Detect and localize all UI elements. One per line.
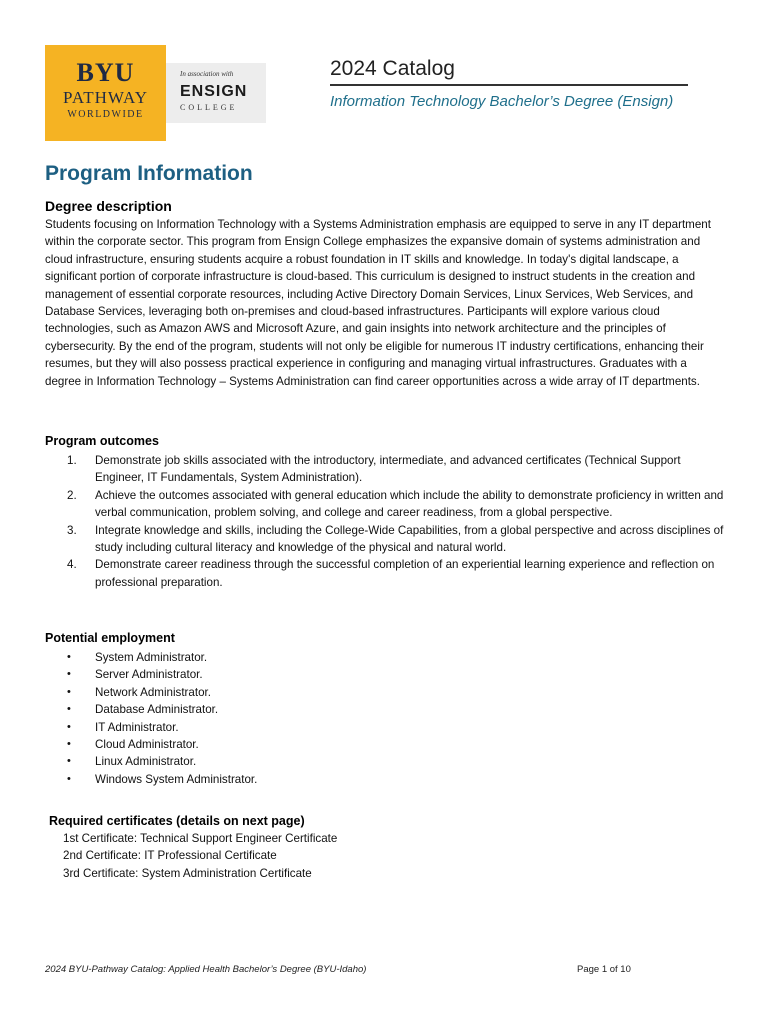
outcome-number: 3. <box>67 523 77 537</box>
outcome-text: Integrate knowledge and skills, including the College-Wide Capabilities, from a global perspective and across disciplines of study including cultural literacy and knowledge of the physical and natural world. <box>95 523 724 555</box>
outcome-text: Demonstrate job skills associated with the introductory, intermediate, and advanced certificates (Technical Support Engineer, IT Fundamentals, System Administration). <box>95 454 681 485</box>
logo-association-text: In association with <box>180 70 234 78</box>
required-certificates-heading: Required certificates (details on next page) <box>49 814 305 828</box>
employment-item <box>45 649 725 666</box>
header-divider <box>330 84 688 86</box>
byu-pathway-logo <box>45 45 166 141</box>
catalog-subtitle: Information Technology Bachelor’s Degree (Ensign) <box>330 93 674 110</box>
program-title: Program Information <box>45 162 253 185</box>
footer-page-number: Page 1 of 10 <box>577 964 631 975</box>
outcome-list <box>45 452 725 591</box>
employment-item <box>45 736 725 753</box>
outcome-text: Achieve the outcomes associated with general education which include the ability to demonstrate proficiency in written and verbal communication, problem solving, and college and career readiness, from a global perspective. <box>95 488 724 520</box>
bullet-icon: • <box>67 703 71 716</box>
bullet-icon: • <box>67 720 71 733</box>
employment-item <box>45 719 725 736</box>
employment-text: Database Administrator. <box>95 703 219 717</box>
outcome-number: 2. <box>67 488 77 502</box>
bullet-icon: • <box>67 685 71 698</box>
outcome-item <box>45 556 725 591</box>
bullet-icon: • <box>67 738 71 751</box>
catalog-title: 2024 Catalog <box>330 57 455 80</box>
outcome-number: 4. <box>67 558 77 572</box>
program-outcomes-heading: Program outcomes <box>45 434 159 448</box>
required-certificates-section <box>49 812 729 882</box>
potential-employment-section <box>45 629 725 788</box>
logo-college-text: COLLEGE <box>180 103 238 112</box>
degree-description-text: Students focusing on Information Technology with a Systems Administration emphasis are equipped to serve in any IT department within the corporate sector. This program from Ensign College emphasizes the expansive domain of systems administration and cloud infrastructure, ensuring students acquire a robust foundation in IT skills and knowledge. In today's digital landscape, a significant portion of corporate infrastructure is cloud-based. This curriculum is designed to instruct students in the creation and management of essential corporate resources, including Active Directory Domain Services, Linux Services, Web Services, and Database Services, leveraging both on-premises and cloud-based infrastructures. Participants will explore various cloud technologies, such as Amazon AWS and Microsoft Azure, and gain insights into network architecture and the principles of cybersecurity. By the end of the program, students will not only be eligible for numerous IT industry certifications, enhancing their resumes, but they will also possess practical experience in configuring and managing virtual infrastructures. Graduates with a degree in Information Technology – Systems Administration can find career opportunities across a wide array of IT departments. <box>45 218 711 388</box>
logo-pathway-text: PATHWAY <box>62 88 149 107</box>
employment-item <box>45 701 725 718</box>
employment-item <box>45 771 725 788</box>
outcome-item <box>45 452 725 487</box>
degree-description-heading: Degree description <box>45 198 172 214</box>
bullet-icon: • <box>67 651 71 663</box>
outcome-number: 1. <box>67 454 77 467</box>
program-outcomes-section <box>45 432 725 591</box>
employment-item <box>45 684 725 701</box>
bullet-icon: • <box>67 668 71 681</box>
outcome-item <box>45 522 725 557</box>
employment-text: Linux Administrator. <box>95 755 197 769</box>
certificate-item: 1st Certificate: Technical Support Engineer Certificate <box>63 832 338 845</box>
footer-catalog-title: 2024 BYU-Pathway Catalog: Applied Health Bachelor’s Degree (BYU-Idaho) <box>45 964 367 975</box>
employment-text: System Administrator. <box>95 651 208 664</box>
employment-text: Network Administrator. <box>95 685 211 699</box>
employment-item <box>45 666 725 683</box>
employment-text: IT Administrator. <box>95 720 179 734</box>
potential-employment-heading: Potential employment <box>45 631 175 645</box>
logo-worldwide-text: WORLDWIDE <box>67 109 144 120</box>
logo-ensign-text: ENSIGN <box>180 83 248 100</box>
bullet-icon: • <box>67 755 71 768</box>
certificate-item: 2nd Certificate: IT Professional Certificate <box>63 849 277 863</box>
bullet-icon: • <box>67 772 71 785</box>
employment-item <box>45 753 725 770</box>
program-information-section <box>45 160 725 390</box>
employment-text: Windows System Administrator. <box>95 772 258 786</box>
outcome-item <box>45 487 725 522</box>
certificate-item: 3rd Certificate: System Administration Certificate <box>63 866 312 880</box>
outcome-text: Demonstrate career readiness through the successful completion of an experiential learning experience and reflection on professional preparation. <box>95 558 715 589</box>
logo-byu-text: BYU <box>76 58 135 87</box>
ensign-college-logo <box>166 63 266 123</box>
employment-list <box>45 649 725 788</box>
employment-text: Server Administrator. <box>95 668 203 682</box>
employment-text: Cloud Administrator. <box>95 738 199 752</box>
